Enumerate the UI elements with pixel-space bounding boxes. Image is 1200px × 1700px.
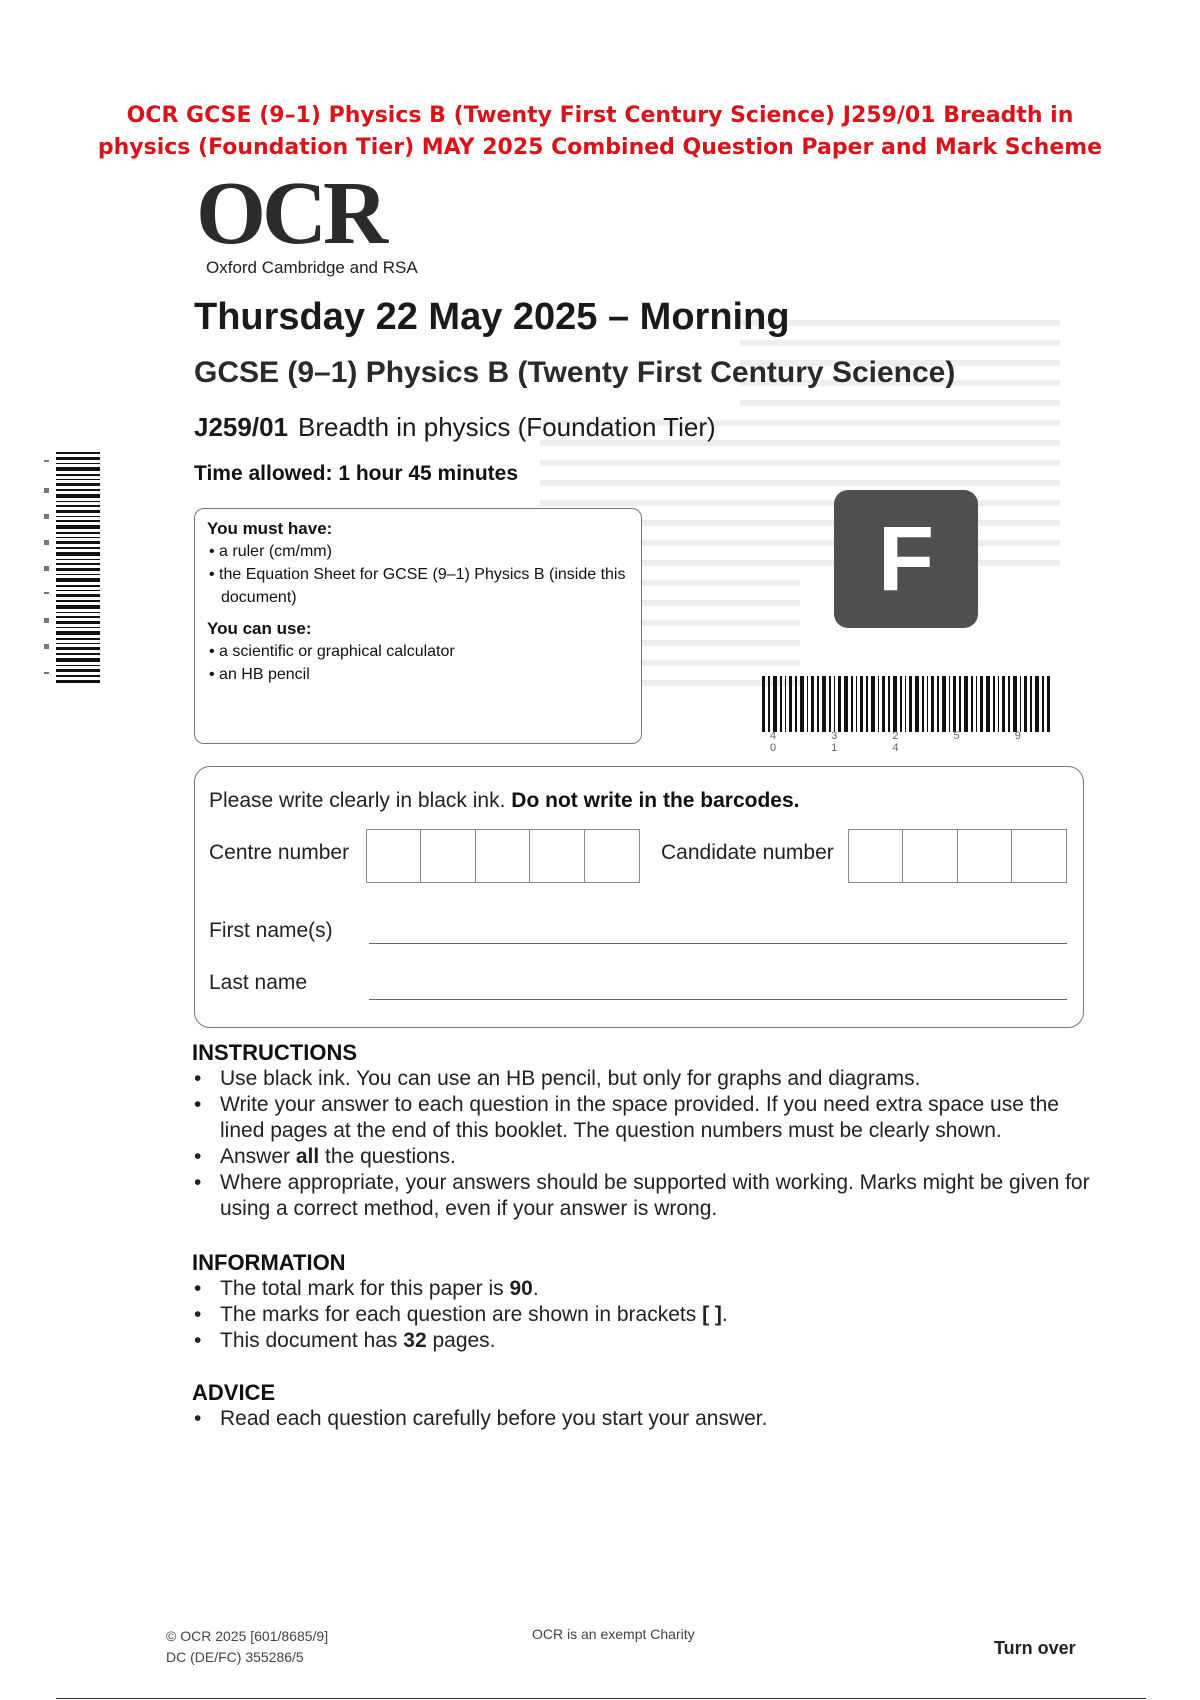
barcode-digits: 4 3 2 5 9 0 1 4 [770,730,1047,754]
qualification-title: GCSE (9–1) Physics B (Twenty First Century Science) [194,356,956,389]
information-section [192,1250,1092,1354]
page-count: 32 [403,1329,427,1352]
must-have-item-ruler: • a ruler (cm/mm) [207,540,629,563]
information-text: pages. [426,1329,496,1352]
exam-date: Thursday 22 May 2025 – Morning [194,296,790,338]
candidate-digit-box[interactable] [957,829,1013,883]
centre-digit-box[interactable] [529,829,585,883]
information-item [192,1276,1092,1302]
paper-code: J259/01 [194,412,288,442]
information-text: . [721,1303,728,1326]
instructions-heading: INSTRUCTIONS [192,1040,357,1065]
write-clearly-note [209,789,800,813]
information-text: The marks for each question are shown in brackets [220,1303,703,1326]
candidate-details-box [194,766,1084,1028]
instruction-item: • Where appropriate, your answers should be supported with working. Marks might be given for using a correct method, even if your answer is wrong. [192,1170,1092,1222]
brackets-symbol: [ ] [702,1303,722,1326]
information-text: The total mark for this paper is [220,1277,510,1300]
paper-title: Breadth in physics (Foundation Tier) [297,412,716,442]
advice-heading: ADVICE [192,1380,276,1405]
first-name-label: First name(s) [209,919,333,942]
ocr-logo [196,164,456,290]
information-item [192,1302,1092,1328]
footer-dc-line: DC (DE/FC) 355286/5 [166,1649,304,1665]
instructions-list [192,1066,1092,1222]
information-text: This document has [220,1329,404,1352]
write-clearly-text: Please write clearly in black ink. [209,789,512,812]
instructions-section [192,1040,1092,1222]
candidate-digit-box[interactable] [848,829,904,883]
must-have-heading: You must have: [207,519,333,538]
horizontal-barcode [762,676,1052,738]
first-name-field[interactable] [369,943,1067,944]
centre-number-label: Centre number [209,841,350,864]
instruction-emphasis: all [295,1145,320,1168]
time-allowed-label: Time allowed: [194,462,339,485]
document-banner-title [60,100,1140,164]
centre-number-boxes[interactable] [367,829,640,883]
paper-title-line [194,412,716,443]
banner-line-1: OCR GCSE (9–1) Physics B (Twenty First Century Science) J259/01 Breadth in [126,103,1074,128]
must-have-list [207,540,629,609]
candidate-number-label: Candidate number [661,841,834,864]
can-use-heading: You can use: [207,619,312,638]
centre-digit-box[interactable] [475,829,531,883]
must-have-item-equation-sheet: • the Equation Sheet for GCSE (9–1) Physics B (inside this document) [207,563,629,609]
time-allowed [194,462,518,486]
can-use-item-calculator: • a scientific or graphical calculator [207,640,629,663]
bottom-rule [56,1698,1146,1699]
information-list [192,1276,1092,1354]
can-use-item-pencil: • an HB pencil [207,663,629,686]
centre-digit-box[interactable] [584,829,640,883]
materials-box [194,508,642,744]
tier-badge: F [834,490,978,628]
information-text: . [532,1277,539,1300]
can-use-list [207,640,629,686]
footer-copyright [166,1626,328,1668]
footer-copyright-line: © OCR 2025 [601/8685/9] [166,1628,329,1644]
information-heading: INFORMATION [192,1250,346,1275]
vertical-barcode [42,450,102,685]
last-name-field[interactable] [369,999,1067,1000]
footer-charity-note: OCR is an exempt Charity [532,1626,695,1642]
candidate-digit-box[interactable] [1011,829,1067,883]
turn-over-label: Turn over [994,1638,1076,1658]
advice-section [192,1380,1092,1432]
centre-digit-box[interactable] [420,829,476,883]
instruction-text: Answer [220,1145,296,1168]
instruction-item: • Write your answer to each question in the space provided. If you need extra space use the lined pages at the end of this booklet. The question numbers must be clearly shown. [192,1092,1092,1144]
ocr-logo-subtitle: Oxford Cambridge and RSA [206,258,418,277]
instruction-item [192,1144,1092,1170]
centre-digit-box[interactable] [366,829,422,883]
advice-list [192,1406,1092,1432]
candidate-number-boxes[interactable] [849,829,1067,883]
information-item [192,1328,1092,1354]
advice-item: • Read each question carefully before you start your answer. [192,1406,1092,1432]
banner-line-2: physics (Foundation Tier) MAY 2025 Combined Question Paper and Mark Scheme [97,135,1103,160]
time-allowed-value: 1 hour 45 minutes [338,462,519,485]
instruction-text: the questions. [319,1145,456,1168]
instruction-item: • Use black ink. You can use an HB pencil, but only for graphs and diagrams. [192,1066,1092,1092]
last-name-label: Last name [209,971,308,994]
write-clearly-bold: Do not write in the barcodes. [511,789,800,812]
ocr-logo-wordmark: OCR [196,164,384,263]
candidate-digit-box[interactable] [902,829,958,883]
total-mark: 90 [509,1277,533,1300]
